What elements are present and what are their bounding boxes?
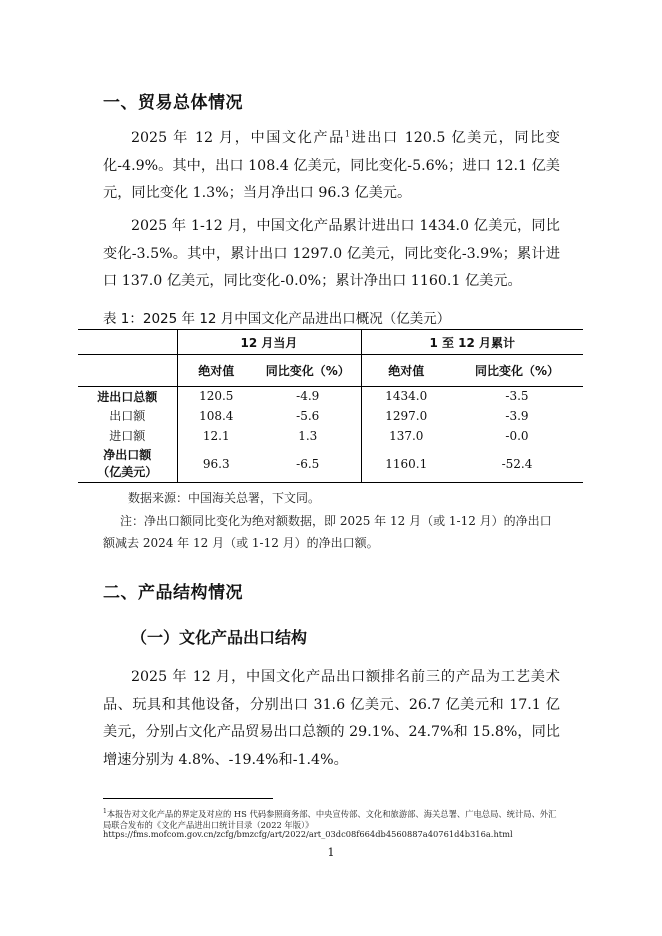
sub-header-month-value: 绝对值	[177, 355, 255, 387]
cell-net-month-value: 96.3	[177, 446, 255, 483]
cell-import-month-change: 1.3	[298, 428, 318, 443]
cell-total-cum-value: 1434.0	[361, 387, 451, 406]
table-corner-cell	[78, 330, 177, 355]
sub-header-cum-value: 绝对值	[361, 355, 451, 387]
footnote	[103, 806, 563, 832]
cell-import-cum-value: 137.0	[361, 426, 451, 446]
section1-heading: 一、贸易总体情况	[103, 93, 243, 113]
cell-net-month-change: -6.5	[296, 456, 320, 471]
table-row	[78, 446, 583, 483]
row-label-net-export	[78, 446, 177, 483]
section2-heading: 二、产品结构情况	[103, 583, 243, 603]
footnote-url[interactable]: https://fms.mofcom.gov.cn/zcfg/bmzcfg/art/2022/art_03dc08f664db4560887a40761d4b316a.html	[103, 829, 513, 839]
row-label-total: 进出口总额	[97, 389, 158, 404]
sub-header-month-change: 同比变化（%）	[265, 364, 350, 378]
section1-paragraph-1	[103, 125, 560, 208]
sub-header-cum-change: 同比变化（%）	[474, 364, 560, 378]
cell-export-cum-value: 1297.0	[361, 406, 451, 426]
cell-import-month-value: 12.1	[177, 426, 255, 446]
footnote-text: 本报告对文化产品的界定及对应的 HS 代码参照商务部、中央宣传部、文化和旅游部、海关总署、广电总局、统计局、外汇局联合发布的《文化产品进出口统计目录（2022 年版）》	[103, 808, 557, 831]
group-header-month: 12 月当月	[177, 330, 361, 355]
cell-total-month-value: 120.5	[177, 387, 255, 406]
trade-summary-table	[78, 329, 583, 483]
footnote-marker: 1	[103, 808, 107, 815]
section1-paragraph-2: 2025 年 1-12 月，中国文化产品累计进出口 1434.0 亿美元，同比变化-3.5%。其中，累计出口 1297.0 亿美元，同比变化-3.9%；累计进口 137.0 亿美元，同比变化-0.0%；累计净出口 1160.1 亿美元。	[103, 218, 560, 289]
table-row	[78, 387, 583, 406]
table-row	[78, 406, 583, 426]
cell-total-month-change: -4.9	[296, 389, 320, 404]
footnote-divider	[103, 798, 273, 799]
row-label-net-export-line1: 净出口额	[103, 447, 152, 462]
table-group-header-row	[78, 330, 583, 355]
table-note: 注：净出口额同比变化为绝对额数据，即 2025 年 12 月（或 1-12 月）的净出口额减去 2024 年 12 月（或 1-12 月）的净出口额。	[103, 514, 552, 550]
footnote-ref[interactable]: 1	[344, 129, 350, 139]
page-number: 1	[327, 846, 335, 859]
section2-paragraph-1: 2025 年 12 月，中国文化产品出口额排名前三的产品为工艺美术品、玩具和其他设备，分别出口 31.6 亿美元、26.7 亿美元和 17.1 亿美元，分别占文化产品贸易出口总额的 29.1%、24.7%和 15.8%，同比增速分别为 4.8%、-19.4%和-1.4%。	[103, 669, 560, 768]
cell-import-cum-change: -0.0	[505, 428, 529, 443]
row-label-net-export-line2: （亿美元）	[97, 464, 158, 479]
cell-export-month-value: 108.4	[177, 406, 255, 426]
table-caption: 表 1：2025 年 12 月中国文化产品进出口概况（亿美元）	[103, 311, 451, 327]
row-label-import: 进口额	[109, 429, 146, 443]
table-row	[78, 426, 583, 446]
table-sub-header-row	[78, 355, 583, 387]
cell-net-cum-value: 1160.1	[361, 446, 451, 483]
cell-total-cum-change: -3.5	[505, 389, 529, 404]
p1-text-b: 进出口 120.5 亿美元，同比变化-4.9%。其中，出口 108.4 亿美元，同比变化-5.6%；进口 12.1 亿美元，同比变化 1.3%；当月净出口 96.3 亿美元。	[103, 130, 560, 201]
p1-text-a: 2025 年 12 月，中国文化产品	[131, 130, 345, 146]
cell-export-cum-change: -3.9	[505, 408, 529, 423]
table-corner-cell-2	[78, 355, 177, 387]
cell-net-cum-change: -52.4	[501, 456, 533, 471]
row-label-export: 出口额	[109, 409, 146, 423]
group-header-cumulative: 1 至 12 月累计	[361, 330, 583, 355]
section2-subheading: （一）文化产品出口结构	[131, 628, 308, 647]
cell-export-month-change: -5.6	[296, 408, 320, 423]
table-source: 数据来源：中国海关总署，下文同。	[128, 491, 321, 505]
